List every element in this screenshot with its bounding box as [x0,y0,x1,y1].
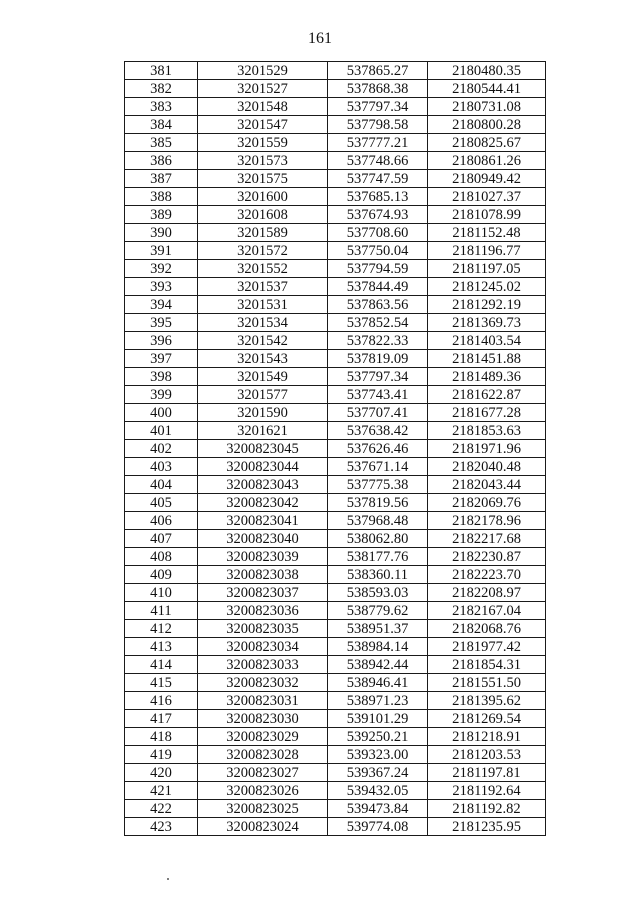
x-coordinate-cell: 537671.14 [328,458,428,476]
y-coordinate-cell: 2182223.70 [428,566,546,584]
point-id-cell: 3200823033 [198,656,328,674]
table-row [125,548,546,566]
x-coordinate-cell: 537794.59 [328,260,428,278]
y-coordinate-cell: 2181403.54 [428,332,546,350]
row-number-cell: 383 [125,98,198,116]
point-id-cell: 3201559 [198,134,328,152]
row-number-cell: 417 [125,710,198,728]
point-id-cell: 3201534 [198,314,328,332]
x-coordinate-cell: 537798.58 [328,116,428,134]
point-id-cell: 3201529 [198,62,328,80]
y-coordinate-cell: 2182230.87 [428,548,546,566]
table-row [125,386,546,404]
y-coordinate-cell: 2182069.76 [428,494,546,512]
table-row [125,512,546,530]
point-id-cell: 3200823031 [198,692,328,710]
table-row [125,782,546,800]
row-number-cell: 409 [125,566,198,584]
point-id-cell: 3200823044 [198,458,328,476]
row-number-cell: 384 [125,116,198,134]
x-coordinate-cell: 537852.54 [328,314,428,332]
point-id-cell: 3201621 [198,422,328,440]
x-coordinate-cell: 537822.33 [328,332,428,350]
row-number-cell: 390 [125,224,198,242]
table-row [125,692,546,710]
table-row [125,620,546,638]
point-id-cell: 3201608 [198,206,328,224]
y-coordinate-cell: 2181395.62 [428,692,546,710]
row-number-cell: 393 [125,278,198,296]
point-id-cell: 3201572 [198,242,328,260]
point-id-cell: 3200823034 [198,638,328,656]
x-coordinate-cell: 538971.23 [328,692,428,710]
x-coordinate-cell: 539250.21 [328,728,428,746]
point-id-cell: 3201600 [198,188,328,206]
point-id-cell: 3201575 [198,170,328,188]
y-coordinate-cell: 2181235.95 [428,818,546,836]
row-number-cell: 392 [125,260,198,278]
row-number-cell: 407 [125,530,198,548]
point-id-cell: 3200823039 [198,548,328,566]
table-row [125,116,546,134]
table-row [125,494,546,512]
x-coordinate-cell: 539473.84 [328,800,428,818]
x-coordinate-cell: 538177.76 [328,548,428,566]
table-row [125,314,546,332]
row-number-cell: 382 [125,80,198,98]
coordinates-table [124,61,546,836]
row-number-cell: 422 [125,800,198,818]
table-row [125,350,546,368]
x-coordinate-cell: 537674.93 [328,206,428,224]
x-coordinate-cell: 537819.09 [328,350,428,368]
point-id-cell: 3200823035 [198,620,328,638]
point-id-cell: 3200823045 [198,440,328,458]
row-number-cell: 401 [125,422,198,440]
y-coordinate-cell: 2181245.02 [428,278,546,296]
table-row [125,152,546,170]
y-coordinate-cell: 2181078.99 [428,206,546,224]
table-row [125,458,546,476]
point-id-cell: 3200823036 [198,602,328,620]
y-coordinate-cell: 2180949.42 [428,170,546,188]
x-coordinate-cell: 537707.41 [328,404,428,422]
table-row [125,440,546,458]
row-number-cell: 391 [125,242,198,260]
point-id-cell: 3200823037 [198,584,328,602]
point-id-cell: 3201543 [198,350,328,368]
row-number-cell: 405 [125,494,198,512]
row-number-cell: 399 [125,386,198,404]
table-row [125,638,546,656]
point-id-cell: 3201589 [198,224,328,242]
y-coordinate-cell: 2182208.97 [428,584,546,602]
row-number-cell: 410 [125,584,198,602]
table-row [125,98,546,116]
point-id-cell: 3201542 [198,332,328,350]
table-row [125,134,546,152]
x-coordinate-cell: 538360.11 [328,566,428,584]
y-coordinate-cell: 2181197.81 [428,764,546,782]
point-id-cell: 3201531 [198,296,328,314]
table-row [125,170,546,188]
point-id-cell: 3200823029 [198,728,328,746]
point-id-cell: 3200823038 [198,566,328,584]
y-coordinate-cell: 2180825.67 [428,134,546,152]
y-coordinate-cell: 2182040.48 [428,458,546,476]
y-coordinate-cell: 2182068.76 [428,620,546,638]
y-coordinate-cell: 2181853.63 [428,422,546,440]
x-coordinate-cell: 538779.62 [328,602,428,620]
table-row [125,242,546,260]
table-row [125,224,546,242]
row-number-cell: 394 [125,296,198,314]
point-id-cell: 3200823041 [198,512,328,530]
y-coordinate-cell: 2181622.87 [428,386,546,404]
x-coordinate-cell: 539367.24 [328,764,428,782]
table-row [125,710,546,728]
table-row [125,584,546,602]
x-coordinate-cell: 537750.04 [328,242,428,260]
table-row [125,278,546,296]
row-number-cell: 397 [125,350,198,368]
table-row [125,602,546,620]
x-coordinate-cell: 537685.13 [328,188,428,206]
y-coordinate-cell: 2181551.50 [428,674,546,692]
y-coordinate-cell: 2181203.53 [428,746,546,764]
table-row [125,818,546,836]
table-row [125,80,546,98]
row-number-cell: 423 [125,818,198,836]
y-coordinate-cell: 2181677.28 [428,404,546,422]
row-number-cell: 395 [125,314,198,332]
point-id-cell: 3201549 [198,368,328,386]
x-coordinate-cell: 538984.14 [328,638,428,656]
table-row [125,422,546,440]
row-number-cell: 418 [125,728,198,746]
y-coordinate-cell: 2181027.37 [428,188,546,206]
point-id-cell: 3200823030 [198,710,328,728]
row-number-cell: 420 [125,764,198,782]
y-coordinate-cell: 2181192.82 [428,800,546,818]
point-id-cell: 3201552 [198,260,328,278]
row-number-cell: 386 [125,152,198,170]
y-coordinate-cell: 2182217.68 [428,530,546,548]
x-coordinate-cell: 537747.59 [328,170,428,188]
table-row [125,368,546,386]
y-coordinate-cell: 2181192.64 [428,782,546,800]
y-coordinate-cell: 2181196.77 [428,242,546,260]
y-coordinate-cell: 2181369.73 [428,314,546,332]
y-coordinate-cell: 2180544.41 [428,80,546,98]
x-coordinate-cell: 538942.44 [328,656,428,674]
y-coordinate-cell: 2181218.91 [428,728,546,746]
y-coordinate-cell: 2181269.54 [428,710,546,728]
x-coordinate-cell: 539101.29 [328,710,428,728]
scan-speck [167,878,169,880]
point-id-cell: 3201590 [198,404,328,422]
x-coordinate-cell: 537708.60 [328,224,428,242]
x-coordinate-cell: 539323.00 [328,746,428,764]
y-coordinate-cell: 2180861.26 [428,152,546,170]
y-coordinate-cell: 2182043.44 [428,476,546,494]
point-id-cell: 3201548 [198,98,328,116]
y-coordinate-cell: 2181292.19 [428,296,546,314]
row-number-cell: 413 [125,638,198,656]
row-number-cell: 387 [125,170,198,188]
point-id-cell: 3200823032 [198,674,328,692]
table-row [125,674,546,692]
row-number-cell: 388 [125,188,198,206]
table-row [125,800,546,818]
x-coordinate-cell: 538951.37 [328,620,428,638]
row-number-cell: 414 [125,656,198,674]
table-row [125,530,546,548]
x-coordinate-cell: 537638.42 [328,422,428,440]
x-coordinate-cell: 539432.05 [328,782,428,800]
table-row [125,296,546,314]
point-id-cell: 3200823028 [198,746,328,764]
row-number-cell: 415 [125,674,198,692]
point-id-cell: 3201577 [198,386,328,404]
row-number-cell: 400 [125,404,198,422]
point-id-cell: 3200823024 [198,818,328,836]
x-coordinate-cell: 537775.38 [328,476,428,494]
point-id-cell: 3200823025 [198,800,328,818]
table-row [125,656,546,674]
row-number-cell: 421 [125,782,198,800]
x-coordinate-cell: 537863.56 [328,296,428,314]
coordinates-table-body [125,62,546,836]
y-coordinate-cell: 2180480.35 [428,62,546,80]
point-id-cell: 3201547 [198,116,328,134]
row-number-cell: 396 [125,332,198,350]
table-row [125,764,546,782]
x-coordinate-cell: 537777.21 [328,134,428,152]
x-coordinate-cell: 537626.46 [328,440,428,458]
x-coordinate-cell: 537968.48 [328,512,428,530]
row-number-cell: 406 [125,512,198,530]
point-id-cell: 3201537 [198,278,328,296]
x-coordinate-cell: 537865.27 [328,62,428,80]
y-coordinate-cell: 2180731.08 [428,98,546,116]
row-number-cell: 381 [125,62,198,80]
table-row [125,62,546,80]
row-number-cell: 404 [125,476,198,494]
table-row [125,260,546,278]
x-coordinate-cell: 537868.38 [328,80,428,98]
y-coordinate-cell: 2181451.88 [428,350,546,368]
x-coordinate-cell: 539774.08 [328,818,428,836]
table-row [125,206,546,224]
y-coordinate-cell: 2181971.96 [428,440,546,458]
point-id-cell: 3201573 [198,152,328,170]
table-row [125,188,546,206]
point-id-cell: 3200823042 [198,494,328,512]
row-number-cell: 398 [125,368,198,386]
point-id-cell: 3200823027 [198,764,328,782]
x-coordinate-cell: 537748.66 [328,152,428,170]
y-coordinate-cell: 2181197.05 [428,260,546,278]
y-coordinate-cell: 2180800.28 [428,116,546,134]
y-coordinate-cell: 2181977.42 [428,638,546,656]
row-number-cell: 402 [125,440,198,458]
row-number-cell: 419 [125,746,198,764]
row-number-cell: 389 [125,206,198,224]
table-row [125,746,546,764]
x-coordinate-cell: 538946.41 [328,674,428,692]
point-id-cell: 3200823026 [198,782,328,800]
point-id-cell: 3201527 [198,80,328,98]
row-number-cell: 412 [125,620,198,638]
x-coordinate-cell: 537844.49 [328,278,428,296]
y-coordinate-cell: 2182167.04 [428,602,546,620]
y-coordinate-cell: 2182178.96 [428,512,546,530]
row-number-cell: 403 [125,458,198,476]
point-id-cell: 3200823040 [198,530,328,548]
page-number: 161 [308,30,332,47]
x-coordinate-cell: 538062.80 [328,530,428,548]
y-coordinate-cell: 2181152.48 [428,224,546,242]
table-row [125,566,546,584]
x-coordinate-cell: 537743.41 [328,386,428,404]
table-row [125,332,546,350]
table-row [125,476,546,494]
row-number-cell: 416 [125,692,198,710]
y-coordinate-cell: 2181854.31 [428,656,546,674]
y-coordinate-cell: 2181489.36 [428,368,546,386]
table-row [125,404,546,422]
row-number-cell: 411 [125,602,198,620]
table-row [125,728,546,746]
x-coordinate-cell: 537819.56 [328,494,428,512]
x-coordinate-cell: 537797.34 [328,98,428,116]
row-number-cell: 385 [125,134,198,152]
row-number-cell: 408 [125,548,198,566]
x-coordinate-cell: 537797.34 [328,368,428,386]
x-coordinate-cell: 538593.03 [328,584,428,602]
point-id-cell: 3200823043 [198,476,328,494]
